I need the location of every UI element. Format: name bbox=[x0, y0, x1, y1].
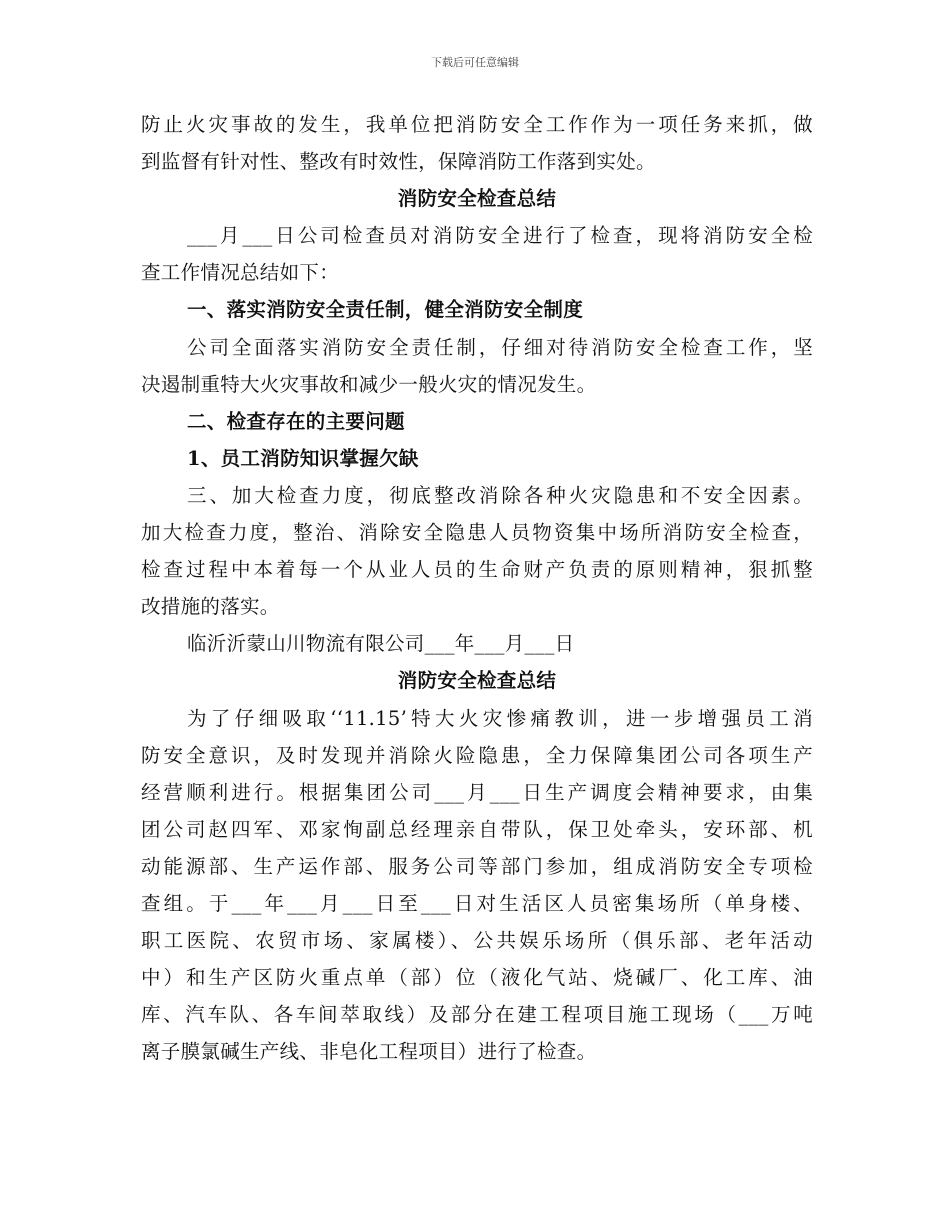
paragraph-line: 防止火灾事故的发生，我单位把消防安全工作作为一项任务来抓，做 bbox=[141, 113, 813, 136]
paragraph-line: 经营顺利进行。根据集团公司___月___日生产调度会精神要求，由集 bbox=[141, 780, 813, 804]
paragraph-line: 改措施的落实。 bbox=[141, 595, 280, 619]
paragraph-line: 职工医院、农贸市场、家属楼）、公共娱乐场所（俱乐部、老年活动 bbox=[141, 929, 813, 953]
paragraph-line: 中）和生产区防火重点单（部）位（液化气站、烧碱厂、化工库、油 bbox=[141, 966, 813, 990]
page-header: 下载后可任意编辑 bbox=[431, 56, 519, 69]
subsection-heading: 1、员工消防知识掌握欠缺 bbox=[187, 446, 419, 470]
paragraph-line: 加大检查力度，整治、消除安全隐患人员物资集中场所消防安全检查， bbox=[141, 521, 813, 545]
paragraph-line: 离子膜氯碱生产线、非皂化工程项目）进行了检查。 bbox=[141, 1040, 597, 1064]
paragraph-line: 到监督有针对性、整改有时效性，保障消防工作落到实处。 bbox=[141, 150, 656, 174]
paragraph-line: 动能源部、生产运作部、服务公司等部门参加，组成消防安全专项检 bbox=[141, 854, 813, 878]
paragraph-line: ___月___日公司检查员对消防安全进行了检查，现将消防安全检 bbox=[187, 224, 813, 248]
paragraph-line: 决遏制重特大火灾事故和减少一般火灾的情况发生。 bbox=[141, 372, 597, 396]
paragraph-line: 查工作情况总结如下： bbox=[141, 261, 340, 285]
document-body bbox=[141, 106, 813, 1070]
paragraph-line: 三、加大检查力度，彻底整改消除各种火灾隐患和不安全因素。 bbox=[187, 483, 813, 507]
section-heading: 二、检查存在的主要问题 bbox=[187, 409, 405, 433]
paragraph-line: 查组。于___年___月___日至___日对生活区人员密集场所（单身楼、 bbox=[141, 891, 813, 915]
paragraph-line: 团公司赵四军、邓家恂副总经理亲自带队，保卫处牵头，安环部、机 bbox=[141, 817, 813, 841]
section-heading: 一、落实消防安全责任制，健全消防安全制度 bbox=[187, 298, 584, 322]
section-title: 消防安全检查总结 bbox=[397, 669, 557, 693]
paragraph-line: 为了仔细吸取‘‘11.15’特大火灾惨痛教训，进一步增强员工消 bbox=[187, 706, 813, 730]
paragraph-line: 库、汽车队、各车间萃取线）及部分在建工程项目施工现场（___万吨 bbox=[141, 1003, 813, 1027]
signature-line: 临沂沂蒙山川物流有限公司___年___月___日 bbox=[187, 632, 575, 656]
section-title: 消防安全检查总结 bbox=[397, 187, 557, 211]
paragraph-line: 防安全意识，及时发现并消除火险隐患，全力保障集团公司各项生产 bbox=[141, 743, 813, 767]
paragraph-line: 公司全面落实消防安全责任制，仔细对待消防安全检查工作，坚 bbox=[187, 335, 813, 359]
paragraph-line: 检查过程中本着每一个从业人员的生命财产负责的原则精神，狠抓整 bbox=[141, 558, 813, 582]
